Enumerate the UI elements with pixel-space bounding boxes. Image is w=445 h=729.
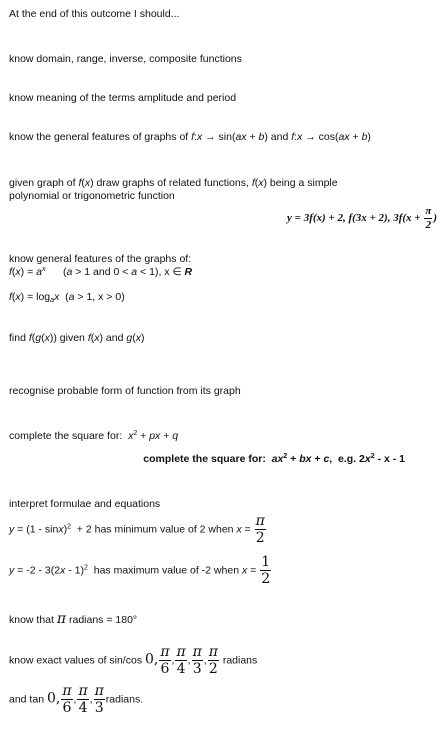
outcome-complete-square: complete the square for: $x^2$ + px + q [9,430,179,442]
outcome-composite: find f(g(x)) given f(x) and g(x) [9,332,145,344]
related-functions-equation: y = 3f(x) + 2, f(3x + 2), 3f(x + $\frac{\pi}{2}$ ) [287,205,437,231]
outcome-related-functions-line1: given graph of f(x) draw graphs of related functions, f(x) being a simple [9,177,338,189]
outcome-related-functions-line2: polynomial or trigonometric function [9,190,175,202]
outcome-interpret-formulae: interpret formulae and equations [9,498,161,510]
outcome-exact-values-tan: and tan 0, $\frac{\pi}{6}$ , $\frac{\pi}{4}$ , $\frac{\pi}{3}$ radians. [9,683,144,716]
log-function: $f(x) = \log_ax$ (a > 1, x > 0) [9,291,125,304]
outcome-exact-values-sincos: know exact values of sin/cos 0, $\frac{\pi}{6}$ , $\frac{\pi}{4}$ , $\frac{\pi}{3}$ , $\frac{\pi}{2}$ radians [9,644,258,677]
outcome-domain-range: know domain, range, inverse, composite functions [9,53,242,65]
minimum-value-example: y = (1 - sinx)$^2$ + 2 has minimum value of 2 when x = $\frac{\pi}{2}$ [9,513,265,546]
maximum-value-example: y = -2 - 3(2x - 1)$^2$ has maximum value of -2 when x = $\frac{1}{2}$ [9,554,271,587]
outcome-recognise-form: recognise probable form of function from its graph [9,385,241,397]
page-header: At the end of this outcome I should... [9,8,180,20]
outcome-exp-log-heading: know general features of the graphs of: [9,253,192,265]
exponential-function: $f(x) = a^x$ (a > 1 and 0 < a < 1), x ∈ R [9,266,193,278]
outcome-radians: know that π radians = 180° [9,611,138,627]
outcome-amplitude-period: know meaning of the terms amplitude and period [9,92,237,104]
outcome-trig-graphs: know the general features of graphs of f:x → sin(ax + b) and f:x → cos(ax + b) [9,131,371,143]
complete-square-extension: complete the square for: $ax^2$ + bx + c, e.g. $2x^2$ - x - 1 [143,453,405,465]
